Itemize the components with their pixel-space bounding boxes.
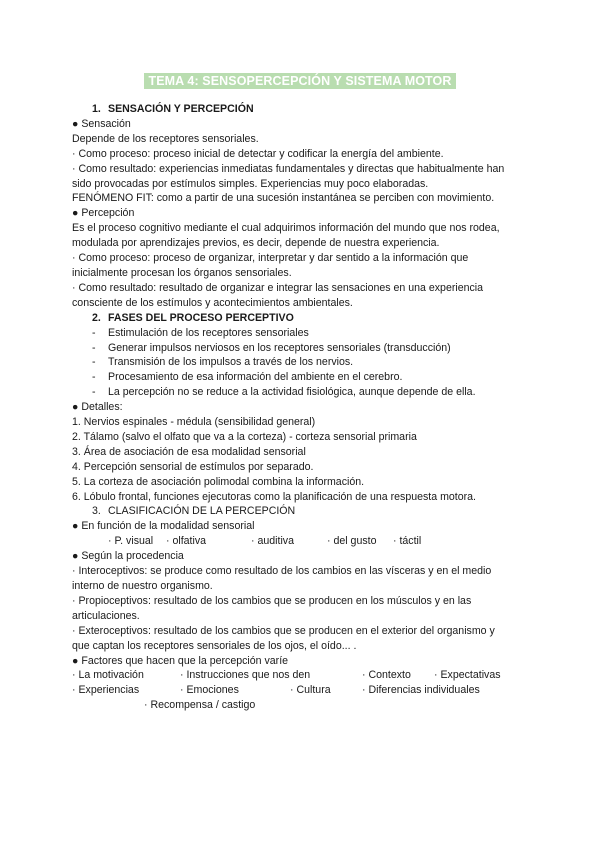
modality-item: · táctil <box>393 535 422 548</box>
dash-marker: - <box>92 326 96 339</box>
bullet-sensacion: ● Sensación <box>72 117 131 130</box>
text-line: Es el proceso cognitivo mediante el cual adquirimos información del mundo que nos rodea, <box>72 222 500 235</box>
text-line: · Como proceso: proceso inicial de detectar y codificar la energía del ambiente. <box>72 147 444 160</box>
factors-row-2 <box>72 683 532 698</box>
document-body <box>72 102 532 713</box>
text-line: · Como resultado: resultado de organizar e integrar las sensaciones en una experiencia <box>72 281 484 294</box>
modality-item: · del gusto <box>327 535 377 548</box>
section-1-heading <box>72 102 532 117</box>
bullet-factores: ● Factores que hacen que la percepción varíe <box>72 654 289 667</box>
text-line: consciente de los estímulos y acontecimientos ambientales. <box>72 296 353 309</box>
modality-item: · P. visual <box>108 535 154 548</box>
text-line: Depende de los receptores sensoriales. <box>72 132 259 145</box>
section-title: CLASIFICACIÓN DE LA PERCEPCIÓN <box>108 505 296 518</box>
numbered-item: 2. Tálamo (salvo el olfato que va a la corteza) - corteza sensorial primaria <box>72 430 417 443</box>
modalities-row <box>72 534 532 549</box>
list-item <box>72 385 532 400</box>
text-line: · Interoceptivos: se produce como resultado de los cambios en las vísceras y en el medio <box>72 565 492 578</box>
section-number: 1. <box>92 103 101 115</box>
text-line: interno de nuestro organismo. <box>72 580 213 592</box>
dash-marker: - <box>92 356 96 369</box>
factor-item: · Recompensa / castigo <box>144 699 256 712</box>
modality-item: · auditiva <box>251 535 294 548</box>
factor-item: · Contexto <box>362 669 411 682</box>
bullet-procedencia: ● Según la procedencia <box>72 550 184 563</box>
list-item <box>72 370 532 385</box>
factor-item: · Instrucciones que nos den <box>180 669 311 682</box>
list-item-text: Transmisión de los impulsos a través de los nervios. <box>108 356 354 369</box>
text-line: · Propioceptivos: resultado de los cambios que se producen en los músculos y en las <box>72 594 472 607</box>
numbered-item: 6. Lóbulo frontal, funciones ejecutoras como la planificación de una respuesta motora. <box>72 490 476 503</box>
document-title: TEMA 4: SENSOPERCEPCIÓN Y SISTEMA MOTOR <box>144 73 455 89</box>
factor-item: · La motivación <box>72 669 144 682</box>
factor-item: · Cultura <box>290 684 331 697</box>
factor-item: · Expectativas <box>434 669 501 682</box>
factors-row-3 <box>72 698 532 713</box>
list-item <box>72 326 532 341</box>
text-line: · Exteroceptivos: resultado de los cambios que se producen en el exterior del organismo y <box>72 624 495 637</box>
dash-marker: - <box>92 386 96 399</box>
text-line: articulaciones. <box>72 609 140 622</box>
bullet-detalles: ● Detalles: <box>72 401 123 414</box>
text-line: FENÓMENO FIT: como a partir de una sucesión instantánea se perciben con movimiento. <box>72 192 495 205</box>
text-line: sido provocadas por estímulos simples. Experiencias muy poco elaboradas. <box>72 177 429 190</box>
modality-item: · olfativa <box>166 535 207 548</box>
text-line: · Como proceso: proceso de organizar, interpretar y dar sentido a la información que <box>72 252 469 265</box>
list-item-text: Procesamiento de esa información del ambiente en el cerebro. <box>108 371 403 384</box>
list-item <box>72 341 532 356</box>
numbered-item: 3. Área de asociación de esa modalidad sensorial <box>72 445 306 458</box>
list-item-text: La percepción no se reduce a la actividad fisiológica, aunque depende de ella. <box>108 386 476 399</box>
bullet-percepcion: ● Percepción <box>72 207 135 220</box>
text-line: que captan los receptores sensoriales de los ojos, el oído... . <box>72 639 357 652</box>
text-line: · Como resultado: experiencias inmediatas fundamentales y directas que habitualmente han <box>72 162 505 175</box>
section-2-heading <box>72 311 532 326</box>
text-line: modulada por aprendizajes previos, es decir, depende de nuestra experiencia. <box>72 237 440 250</box>
dash-marker: - <box>92 371 96 384</box>
factors-row-1 <box>72 668 532 683</box>
numbered-item: 1. Nervios espinales - médula (sensibilidad general) <box>72 416 316 429</box>
title-bar <box>0 72 600 90</box>
text-line: inicialmente procesan los órganos sensoriales. <box>72 266 292 279</box>
list-item-text: Estimulación de los receptores sensoriales <box>108 326 309 339</box>
factor-item: · Emociones <box>180 684 239 697</box>
section-number: 2. <box>92 311 101 324</box>
list-item <box>72 355 532 370</box>
list-item-text: Generar impulsos nerviosos en los receptores sensoriales (transducción) <box>108 341 451 354</box>
section-title: SENSACIÓN Y PERCEPCIÓN <box>108 103 254 115</box>
factor-item: · Diferencias individuales <box>362 684 480 697</box>
numbered-item: 5. La corteza de asociación polimodal combina la información. <box>72 475 365 488</box>
section-number: 3. <box>92 505 101 518</box>
dash-marker: - <box>92 341 96 354</box>
bullet-modalidad: ● En función de la modalidad sensorial <box>72 520 255 533</box>
section-title: FASES DEL PROCESO PERCEPTIVO <box>108 311 294 324</box>
numbered-item: 4. Percepción sensorial de estímulos por separado. <box>72 460 314 473</box>
section-3-heading <box>72 504 532 519</box>
factor-item: · Experiencias <box>72 684 140 697</box>
